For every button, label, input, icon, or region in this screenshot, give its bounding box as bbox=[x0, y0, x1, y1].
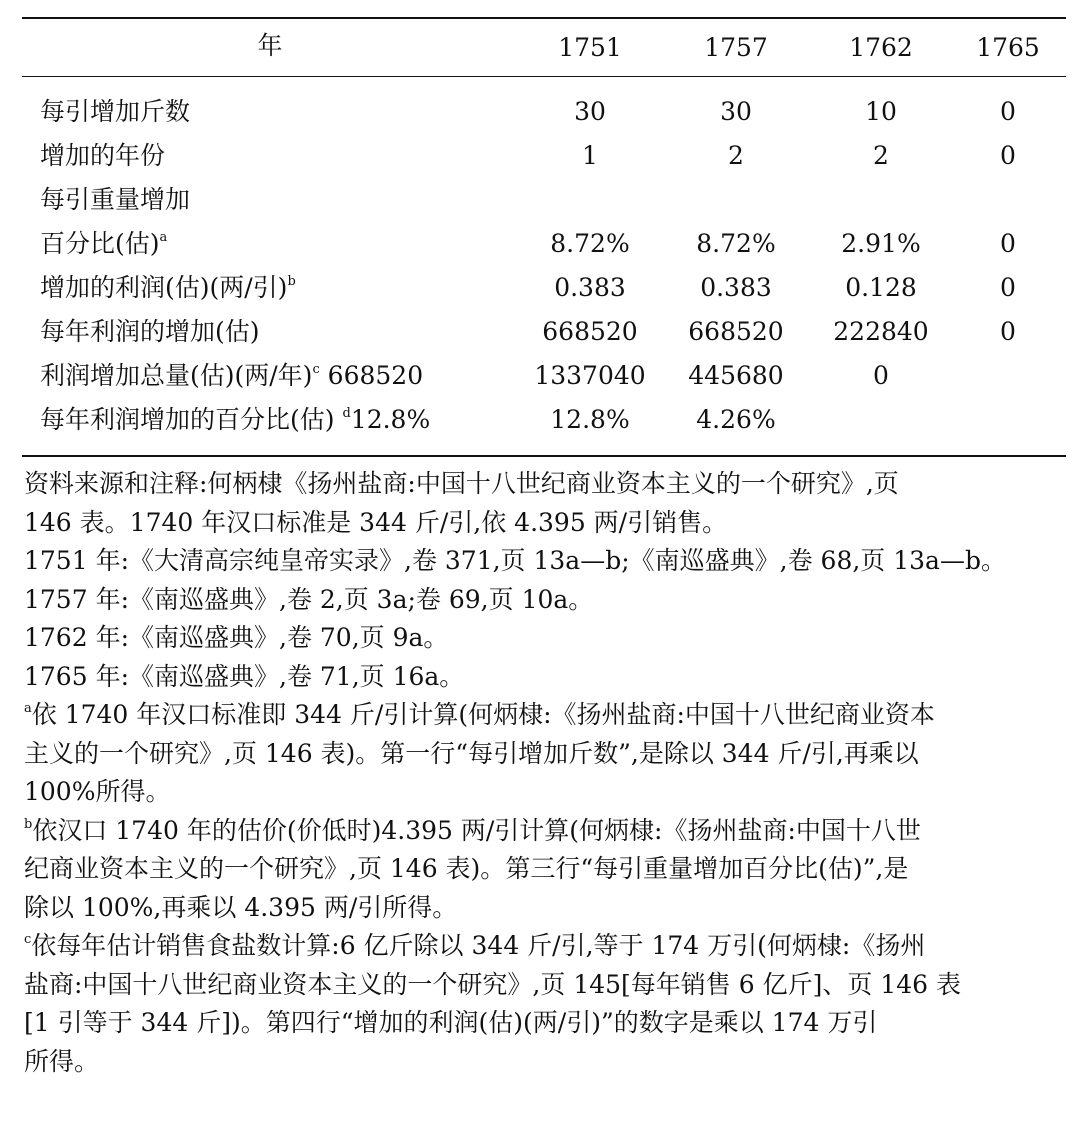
footnote-b-cont bbox=[24, 850, 1070, 889]
footnote-c bbox=[24, 927, 1070, 966]
table-notes bbox=[24, 465, 1070, 1081]
footnote-b-mark: b bbox=[24, 816, 33, 832]
note-line: 主义的一个研究》,页 146 表)。第一行“每引增加斤数”,是除以 344 斤/引,再乘以 bbox=[24, 738, 919, 768]
cell-1757: 4.26% bbox=[696, 405, 776, 434]
note-line: 1762 年:《南巡盛典》,卷 70,页 9a。 bbox=[24, 623, 449, 652]
note-1765 bbox=[24, 658, 1070, 697]
cell-1762: 0.128 bbox=[845, 273, 917, 302]
cell-1762: 10 bbox=[865, 97, 897, 126]
table-header-rule bbox=[22, 76, 1066, 77]
row-label-text: 增加的利润(估)(两/引) bbox=[40, 273, 288, 302]
table-top-rule bbox=[22, 17, 1066, 19]
cell-1762: 2 bbox=[873, 141, 889, 170]
inline-value: 668520 bbox=[327, 361, 424, 390]
row-label-text: 利润增加总量(估)(两/年) bbox=[40, 361, 313, 390]
cell-1765: 0 bbox=[1000, 273, 1016, 302]
note-line: 1757 年:《南巡盛典》,卷 2,页 3a;卷 69,页 10a。 bbox=[24, 584, 594, 614]
header-year-1765: 1765 bbox=[976, 33, 1040, 62]
header-year-1757: 1757 bbox=[704, 33, 768, 62]
source-note bbox=[24, 465, 1070, 504]
row-label-text: 每年利润增加的百分比(估) bbox=[40, 405, 335, 434]
note-line: [1 引等于 344 斤])。第四行“增加的利润(估)(两/引)”的数字是乘以 174 万引 bbox=[24, 1008, 878, 1037]
footnote-c-cont bbox=[24, 966, 1070, 1005]
cell-1765: 0 bbox=[1000, 229, 1016, 258]
cell-1757: 0.383 bbox=[700, 273, 772, 302]
row-label: 每引增加斤数 bbox=[40, 97, 191, 126]
note-line: 所得。 bbox=[24, 1046, 100, 1076]
cell-1751: 1337040 bbox=[534, 361, 646, 390]
row-label: 每年利润的增加(估) bbox=[40, 317, 260, 346]
source-note-cont bbox=[24, 504, 1070, 543]
footnote-a-cont bbox=[24, 773, 1070, 812]
note-1762 bbox=[24, 619, 1070, 658]
note-line: 146 表。1740 年汉口标准是 344 斤/引,依 4.395 两/引销售。 bbox=[24, 507, 728, 537]
cell-1765: 0 bbox=[1000, 97, 1016, 126]
footnote-marker-d: d bbox=[342, 406, 351, 421]
footnote-a-cont bbox=[24, 735, 1070, 774]
footnote-c-cont bbox=[24, 1043, 1070, 1082]
note-1757 bbox=[24, 581, 1070, 620]
cell-1751: 12.8% bbox=[550, 405, 630, 434]
header-year-1751: 1751 bbox=[558, 33, 622, 62]
row-label bbox=[40, 361, 423, 391]
footnote-marker-a: a bbox=[159, 230, 168, 245]
cell-1762: 222840 bbox=[833, 317, 929, 346]
inline-value: 12.8% bbox=[350, 405, 431, 434]
cell-1751: 668520 bbox=[542, 317, 638, 346]
note-line: 依每年估计销售食盐数计算:6 亿斤除以 344 斤/引,等于 174 万引(何炳棣:《扬州 bbox=[31, 931, 926, 960]
cell-1762: 0 bbox=[873, 361, 889, 390]
row-label: 每引重量增加 bbox=[40, 185, 191, 214]
cell-1757: 445680 bbox=[688, 361, 784, 390]
footnote-a bbox=[24, 696, 1070, 735]
row-label-text: 百分比(估) bbox=[40, 229, 160, 258]
note-line: 依 1740 年汉口标准即 344 斤/引计算(何炳棣:《扬州盐商:中国十八世纪商业资本 bbox=[31, 700, 935, 729]
row-label bbox=[40, 405, 430, 435]
cell-1757: 668520 bbox=[688, 317, 784, 346]
cell-1757: 2 bbox=[728, 141, 744, 170]
cell-1765: 0 bbox=[1000, 141, 1016, 170]
cell-1757: 8.72% bbox=[696, 229, 776, 258]
footnote-a-mark: a bbox=[24, 701, 32, 716]
note-1751 bbox=[24, 542, 1070, 581]
row-label bbox=[40, 229, 167, 259]
note-line: 1751 年:《大清高宗纯皇帝实录》,卷 371,页 13a—b;《南巡盛典》,卷 68,页 13a—b。 bbox=[24, 546, 1006, 575]
header-year-label: 年 bbox=[257, 31, 283, 60]
cell-1751: 0.383 bbox=[554, 273, 626, 302]
table-bottom-rule bbox=[22, 455, 1066, 457]
note-line: 依汉口 1740 年的估价(价低时)4.395 两/引计算(何炳棣:《扬州盐商:中国十八世 bbox=[32, 815, 921, 845]
footnote-marker-b: b bbox=[287, 274, 296, 289]
note-line: 除以 100%,再乘以 4.395 两/引所得。 bbox=[24, 892, 458, 922]
row-label: 增加的年份 bbox=[40, 141, 166, 170]
row-label bbox=[40, 273, 296, 303]
footnote-c-mark: c bbox=[24, 932, 32, 947]
cell-1757: 30 bbox=[720, 97, 752, 126]
header-year-1762: 1762 bbox=[849, 33, 913, 62]
footnote-c-cont bbox=[24, 1004, 1070, 1043]
note-line: 100%所得。 bbox=[24, 777, 171, 806]
note-line: 盐商:中国十八世纪商业资本主义的一个研究》,页 145[每年销售 6 亿斤]、页 146 表 bbox=[24, 969, 961, 999]
cell-1751: 30 bbox=[574, 97, 606, 126]
cell-1751: 1 bbox=[582, 141, 598, 170]
cell-1751: 8.72% bbox=[550, 229, 630, 258]
note-line: 资料来源和注释:何柄棣《扬州盐商:中国十八世纪商业资本主义的一个研究》,页 bbox=[24, 469, 899, 498]
note-line: 纪商业资本主义的一个研究》,页 146 表)。第三行“每引重量增加百分比(估)”,是 bbox=[24, 854, 909, 883]
footnote-b bbox=[24, 812, 1070, 851]
cell-1762: 2.91% bbox=[841, 229, 921, 258]
note-line: 1765 年:《南巡盛典》,卷 71,页 16a。 bbox=[24, 661, 465, 691]
footnote-marker-c: c bbox=[312, 362, 320, 377]
footnote-b-cont bbox=[24, 889, 1070, 928]
cell-1765: 0 bbox=[1000, 317, 1016, 346]
